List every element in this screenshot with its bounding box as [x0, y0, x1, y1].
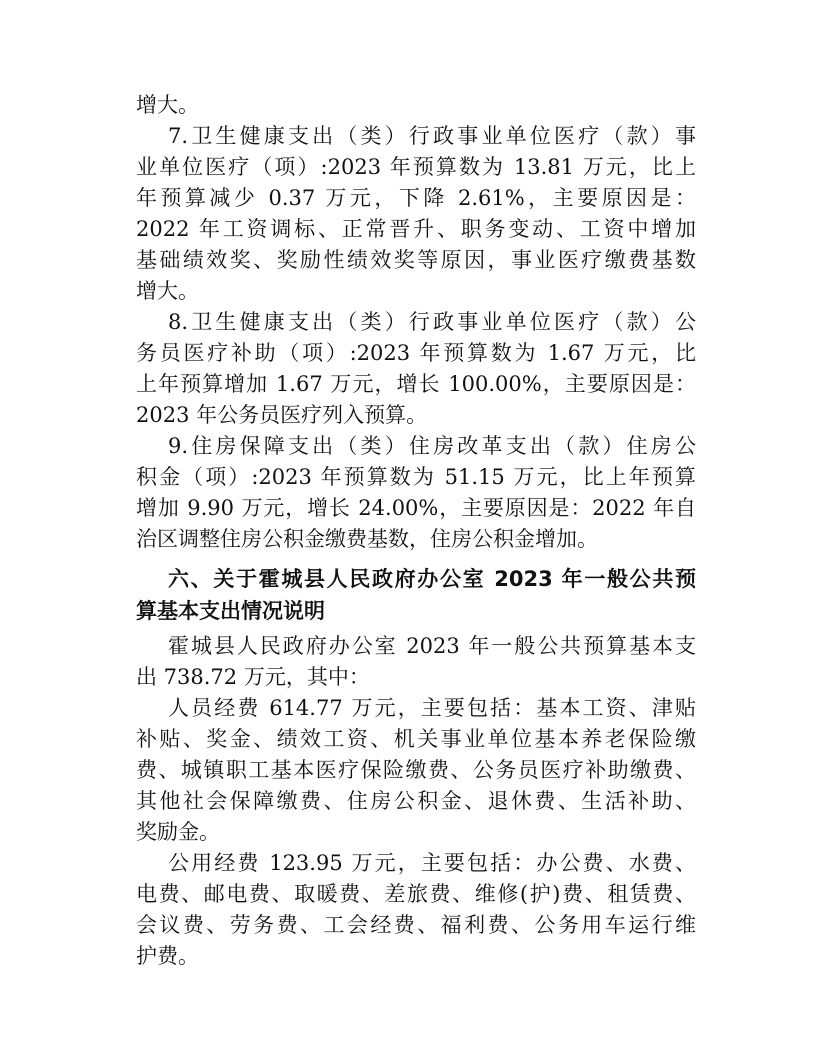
text-line: 务员医疗补助（项）:2023 年预算数为 1.67 万元，比	[136, 341, 696, 365]
heading-line: 六、关于霍城县人民政府办公室 2023 年一般公共预	[168, 567, 696, 591]
text-line: 其他社会保障缴费、住房公积金、退休费、生活补助、	[136, 789, 696, 813]
paragraph-personnel-expenses	[136, 693, 696, 848]
text-line: 增大。	[136, 93, 199, 117]
text-line: 年预算减少 0.37 万元，下降 2.61%，主要原因是：	[136, 186, 696, 210]
text-line: 基础绩效奖、奖励性绩效奖等原因，事业医疗缴费基数	[136, 248, 696, 272]
text-line: 奖励金。	[136, 820, 220, 844]
text-line: 补贴、奖金、绩效工资、机关事业单位基本养老保险缴	[136, 727, 696, 751]
text-line: 霍城县人民政府办公室 2023 年一般公共预算基本支	[168, 634, 696, 658]
text-line: 费、城镇职工基本医疗保险缴费、公务员医疗补助缴费、	[136, 758, 696, 782]
text-line: 增加 9.90 万元，增长 24.00%，主要原因是：2022 年自	[136, 496, 696, 520]
text-line: 8.卫生健康支出（类）行政事业单位医疗（款）公	[168, 310, 696, 334]
text-line: 护费。	[136, 944, 199, 968]
text-line: 9.住房保障支出（类）住房改革支出（款）住房公	[168, 434, 696, 458]
paragraph-basic-expenditure	[136, 631, 696, 693]
paragraph-item-9	[136, 431, 696, 555]
document-page	[136, 90, 696, 972]
paragraph-item-7	[136, 121, 696, 307]
paragraph-item-8	[136, 307, 696, 431]
paragraph-continuation	[136, 90, 696, 121]
text-line: 2023 年公务员医疗列入预算。	[136, 403, 428, 427]
text-line: 增大。	[136, 279, 199, 303]
text-line: 出 738.72 万元，其中：	[136, 665, 370, 689]
text-line: 人员经费 614.77 万元，主要包括：基本工资、津贴	[168, 696, 696, 720]
text-line: 业单位医疗（项）:2023 年预算数为 13.81 万元，比上	[136, 155, 696, 179]
text-line: 积金（项）:2023 年预算数为 51.15 万元，比上年预算	[136, 465, 696, 489]
text-line: 2022 年工资调标、正常晋升、职务变动、工资中增加	[136, 217, 696, 241]
text-line: 公用经费 123.95 万元，主要包括：办公费、水费、	[168, 851, 696, 875]
text-line: 电费、邮电费、取暖费、差旅费、维修(护)费、租赁费、	[136, 882, 696, 906]
section-heading	[136, 563, 696, 627]
text-line: 7.卫生健康支出（类）行政事业单位医疗（款）事	[168, 124, 696, 148]
text-line: 会议费、劳务费、工会经费、福利费、公务用车运行维	[136, 913, 696, 937]
heading-line: 算基本支出情况说明	[136, 599, 325, 623]
text-line: 治区调整住房公积金缴费基数，住房公积金增加。	[136, 527, 598, 551]
paragraph-public-expenses	[136, 848, 696, 972]
text-line: 上年预算增加 1.67 万元，增长 100.00%，主要原因是：	[136, 372, 696, 396]
